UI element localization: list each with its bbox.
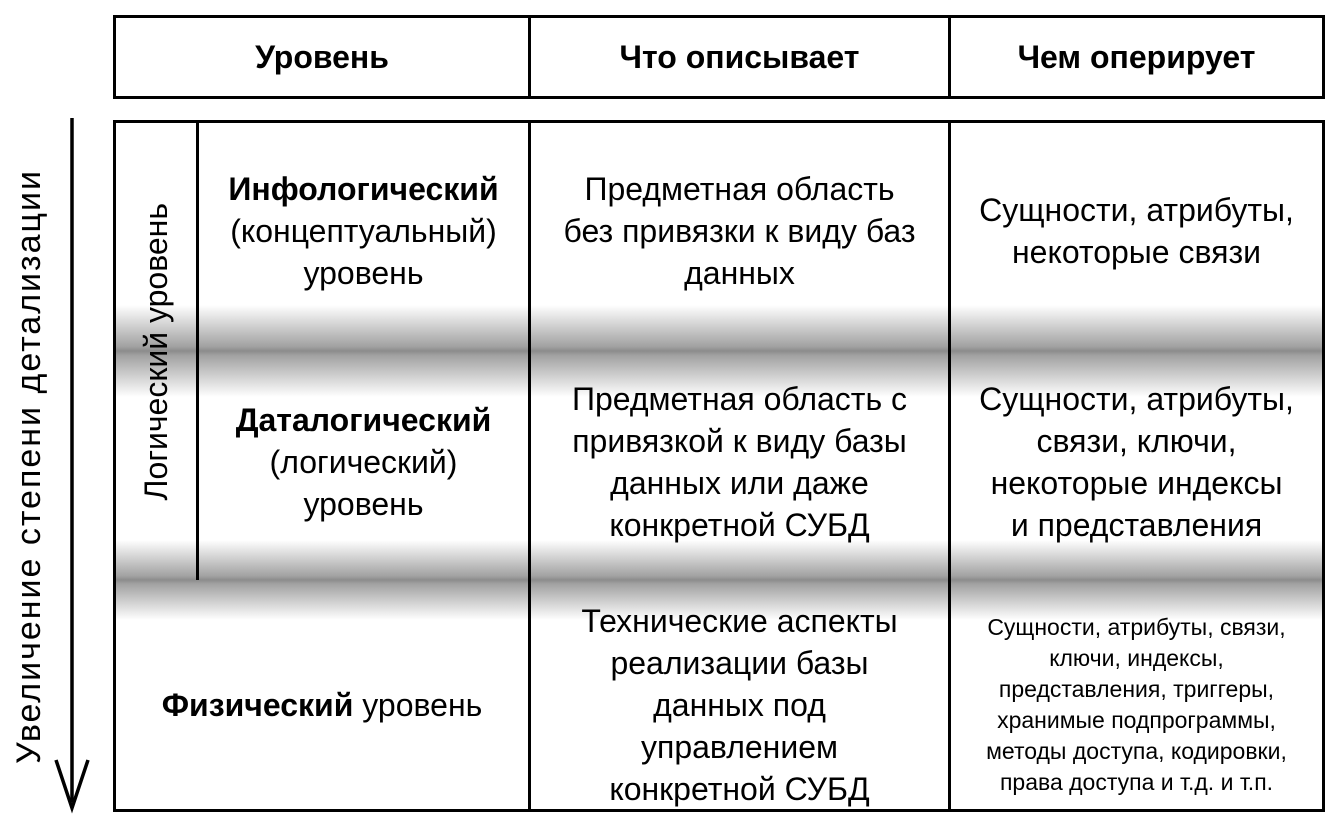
cell-line: методы доступа, кодировки, — [986, 737, 1287, 764]
cell-line: без привязки к виду баз — [563, 212, 916, 249]
cell-line: конкретной СУБД — [609, 770, 870, 807]
cell-line: конкретной СУБД — [609, 506, 870, 543]
detail-axis-label: Увеличение степени детализации — [9, 168, 48, 764]
level-line: (логический) — [269, 443, 458, 480]
row3-describes-cell — [531, 600, 948, 809]
level-name: Инфологический — [228, 170, 499, 207]
cell-line: ключи, индексы, — [1049, 644, 1224, 671]
level-name: Даталогический — [235, 401, 492, 438]
cell-line: Предметная область с — [571, 380, 907, 417]
row2-operates-cell — [951, 380, 1322, 543]
cell-line: и представления — [1010, 506, 1263, 543]
cell-line: данных под — [653, 686, 826, 723]
header-cell-level: Уровень — [255, 38, 389, 75]
cell-line: некоторые индексы — [990, 464, 1283, 501]
cell-line: Сущности, атрибуты, связи, — [987, 613, 1286, 640]
level-line: уровень — [303, 254, 424, 291]
cell-line: связи, ключи, — [1036, 422, 1237, 459]
cell-line: Сущности, атрибуты, — [979, 380, 1294, 417]
row1-level-cell — [199, 123, 528, 338]
row2-describes-cell — [531, 380, 948, 543]
row1-operates-cell — [951, 123, 1322, 338]
logical-level-label: Логический уровень — [137, 202, 174, 501]
level-name-suffix: уровень — [362, 686, 483, 723]
cell-line: Сущности, атрибуты, — [979, 191, 1294, 228]
cell-line: данных или даже — [610, 464, 869, 501]
cell-line: представления, триггеры, — [998, 675, 1275, 702]
level-name-bold: Физический — [161, 686, 354, 723]
cell-line: некоторые связи — [1011, 233, 1261, 270]
level-name — [162, 684, 483, 726]
cell-line: права доступа и т.д. и т.п. — [999, 768, 1274, 795]
row3-operates-cell — [951, 600, 1322, 809]
header-cell-operates: Чем оперирует — [948, 18, 1322, 96]
row2-level-cell — [199, 383, 528, 540]
levels-table — [113, 120, 1325, 812]
cell-line: Предметная область — [584, 170, 895, 207]
level-line: (концептуальный) — [230, 212, 497, 249]
row3-level-cell — [116, 600, 528, 809]
cell-line: привязкой к виду базы — [572, 422, 907, 459]
header-cell-describes: Что описывает — [528, 18, 948, 96]
down-arrow-icon — [50, 110, 96, 820]
cell-line: хранимые подпрограммы, — [997, 706, 1276, 733]
cell-line: управлением — [641, 728, 838, 765]
level-line: уровень — [303, 485, 424, 522]
cell-line: реализации базы — [610, 644, 869, 681]
cell-line: данных — [684, 254, 795, 291]
header-table — [113, 15, 1325, 99]
cell-line: Технические аспекты — [581, 602, 898, 639]
row1-describes-cell — [531, 123, 948, 338]
logical-level-group — [116, 123, 196, 580]
